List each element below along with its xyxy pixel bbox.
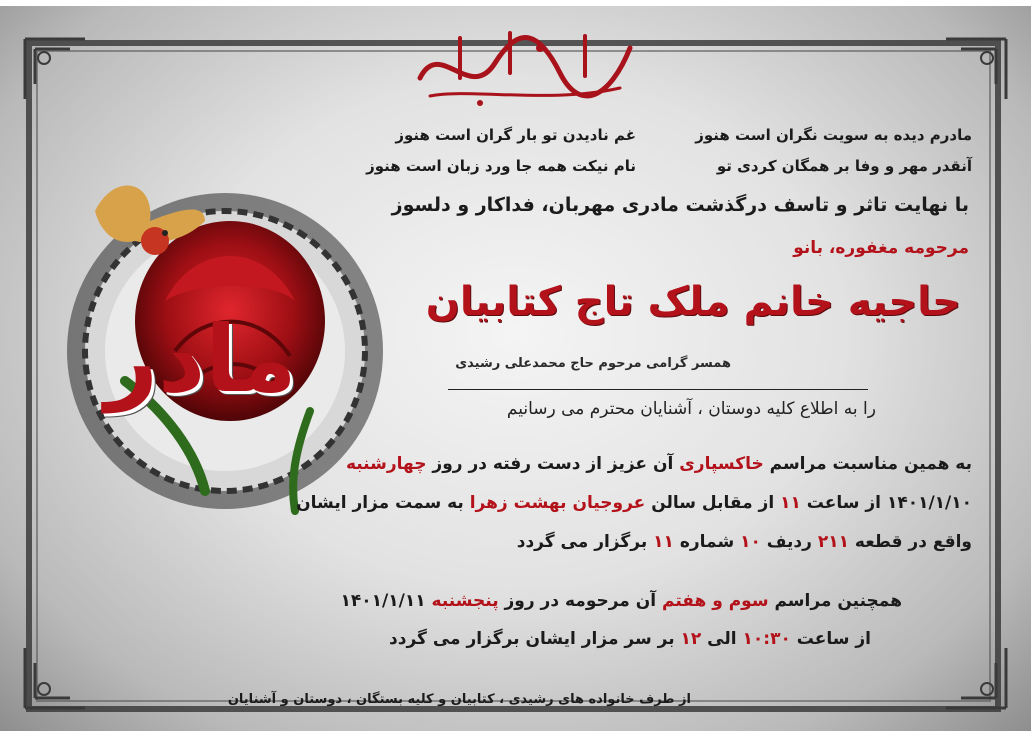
memorial-start-time: ۱۰:۳۰: [742, 629, 791, 649]
obituary-card: [0, 6, 1031, 731]
poem-line1-right: مادرم دیده به سویت نگران است هنوز: [695, 126, 972, 144]
burial-l1-text: به همین مناسبت مراسم: [763, 454, 972, 474]
memorial-l2-text2: الی: [701, 629, 743, 649]
burial-l2-text2: به سمت مزار ایشان: [296, 493, 470, 513]
burial-l3-text: واقع در قطعه: [848, 532, 972, 552]
burial-hour: ۱۱: [780, 493, 801, 513]
memorial-line-2: [389, 629, 871, 649]
inform-line: را به اطلاع کلیه دوستان ، آشنایان محترم می رسانیم: [506, 399, 876, 419]
memorial-day: پنجشنبه: [431, 591, 499, 611]
mother-word-artwork: مادر: [105, 306, 297, 413]
memorial-type: سوم و هفتم: [662, 591, 769, 611]
burial-venue: عروجیان بهشت زهرا: [469, 493, 646, 513]
burial-line-1: [346, 454, 972, 474]
burial-l2-text: از مقابل سالن: [645, 493, 781, 513]
family-signature: از طرف خانواده های رشیدی ، کتابیان و کلیه بستگان ، دوستان و آشنایان: [227, 692, 691, 707]
memorial-l1-text2: آن مرحومه در روز: [498, 591, 663, 611]
burial-l3-text4: برگزار می گردد: [516, 532, 654, 552]
memorial-l2-text: از ساعت: [790, 629, 871, 649]
corner-ornament-bottom-left: [20, 643, 90, 713]
memorial-line-1: [341, 591, 902, 611]
burial-date: ۱۴۰۱/۱/۱۰ از ساعت: [800, 493, 972, 513]
poem-line1-left: غم نادیدن تو بار گران است هنوز: [395, 126, 636, 144]
condolence-headline: با نهایت تاثر و تاسف درگذشت مادری مهربان، فداکار و دلسوز: [391, 194, 969, 216]
memorial-end-time: ۱۲: [680, 629, 702, 649]
memorial-l2-text3: بر سر مزار ایشان برگزار می گردد: [389, 629, 681, 649]
corner-ornament-top-left: [20, 34, 90, 104]
honorific: مرحومه مغفوره، بانو: [793, 238, 969, 258]
burial-l1-text2: آن عزیز از دست رفته در روز: [426, 454, 680, 474]
burial-type: خاکسپاری: [679, 454, 764, 474]
burial-day: چهارشنبه: [345, 454, 427, 474]
corner-ornament-bottom-right: [941, 643, 1011, 713]
deceased-name: حاجیه خانم ملک تاج کتابیان: [425, 279, 961, 325]
burial-section: ۲۱۱: [817, 532, 849, 552]
spouse-line: همسر گرامی مرحوم حاج محمدعلی رشیدی: [455, 356, 731, 371]
divider-line: [448, 389, 868, 390]
memorial-date: ۱۴۰۱/۱/۱۱: [340, 591, 432, 611]
memorial-l1-text: همچنین مراسم: [768, 591, 902, 611]
calligraphy-header: [400, 18, 645, 113]
burial-line-3: [517, 532, 972, 552]
poem-line2-left: نام نیکت همه جا ورد زبان است هنوز: [366, 157, 636, 175]
burial-l3-text2: ردیف: [760, 532, 818, 552]
burial-line-2: [296, 493, 972, 513]
burial-number: ۱۱: [653, 532, 674, 552]
poem-line2-right: آنقدر مهر و وفا بر همگان کردی تو: [716, 157, 972, 175]
burial-l3-text3: شماره: [673, 532, 741, 552]
burial-row: ۱۰: [740, 532, 761, 552]
corner-ornament-top-right: [941, 34, 1011, 104]
